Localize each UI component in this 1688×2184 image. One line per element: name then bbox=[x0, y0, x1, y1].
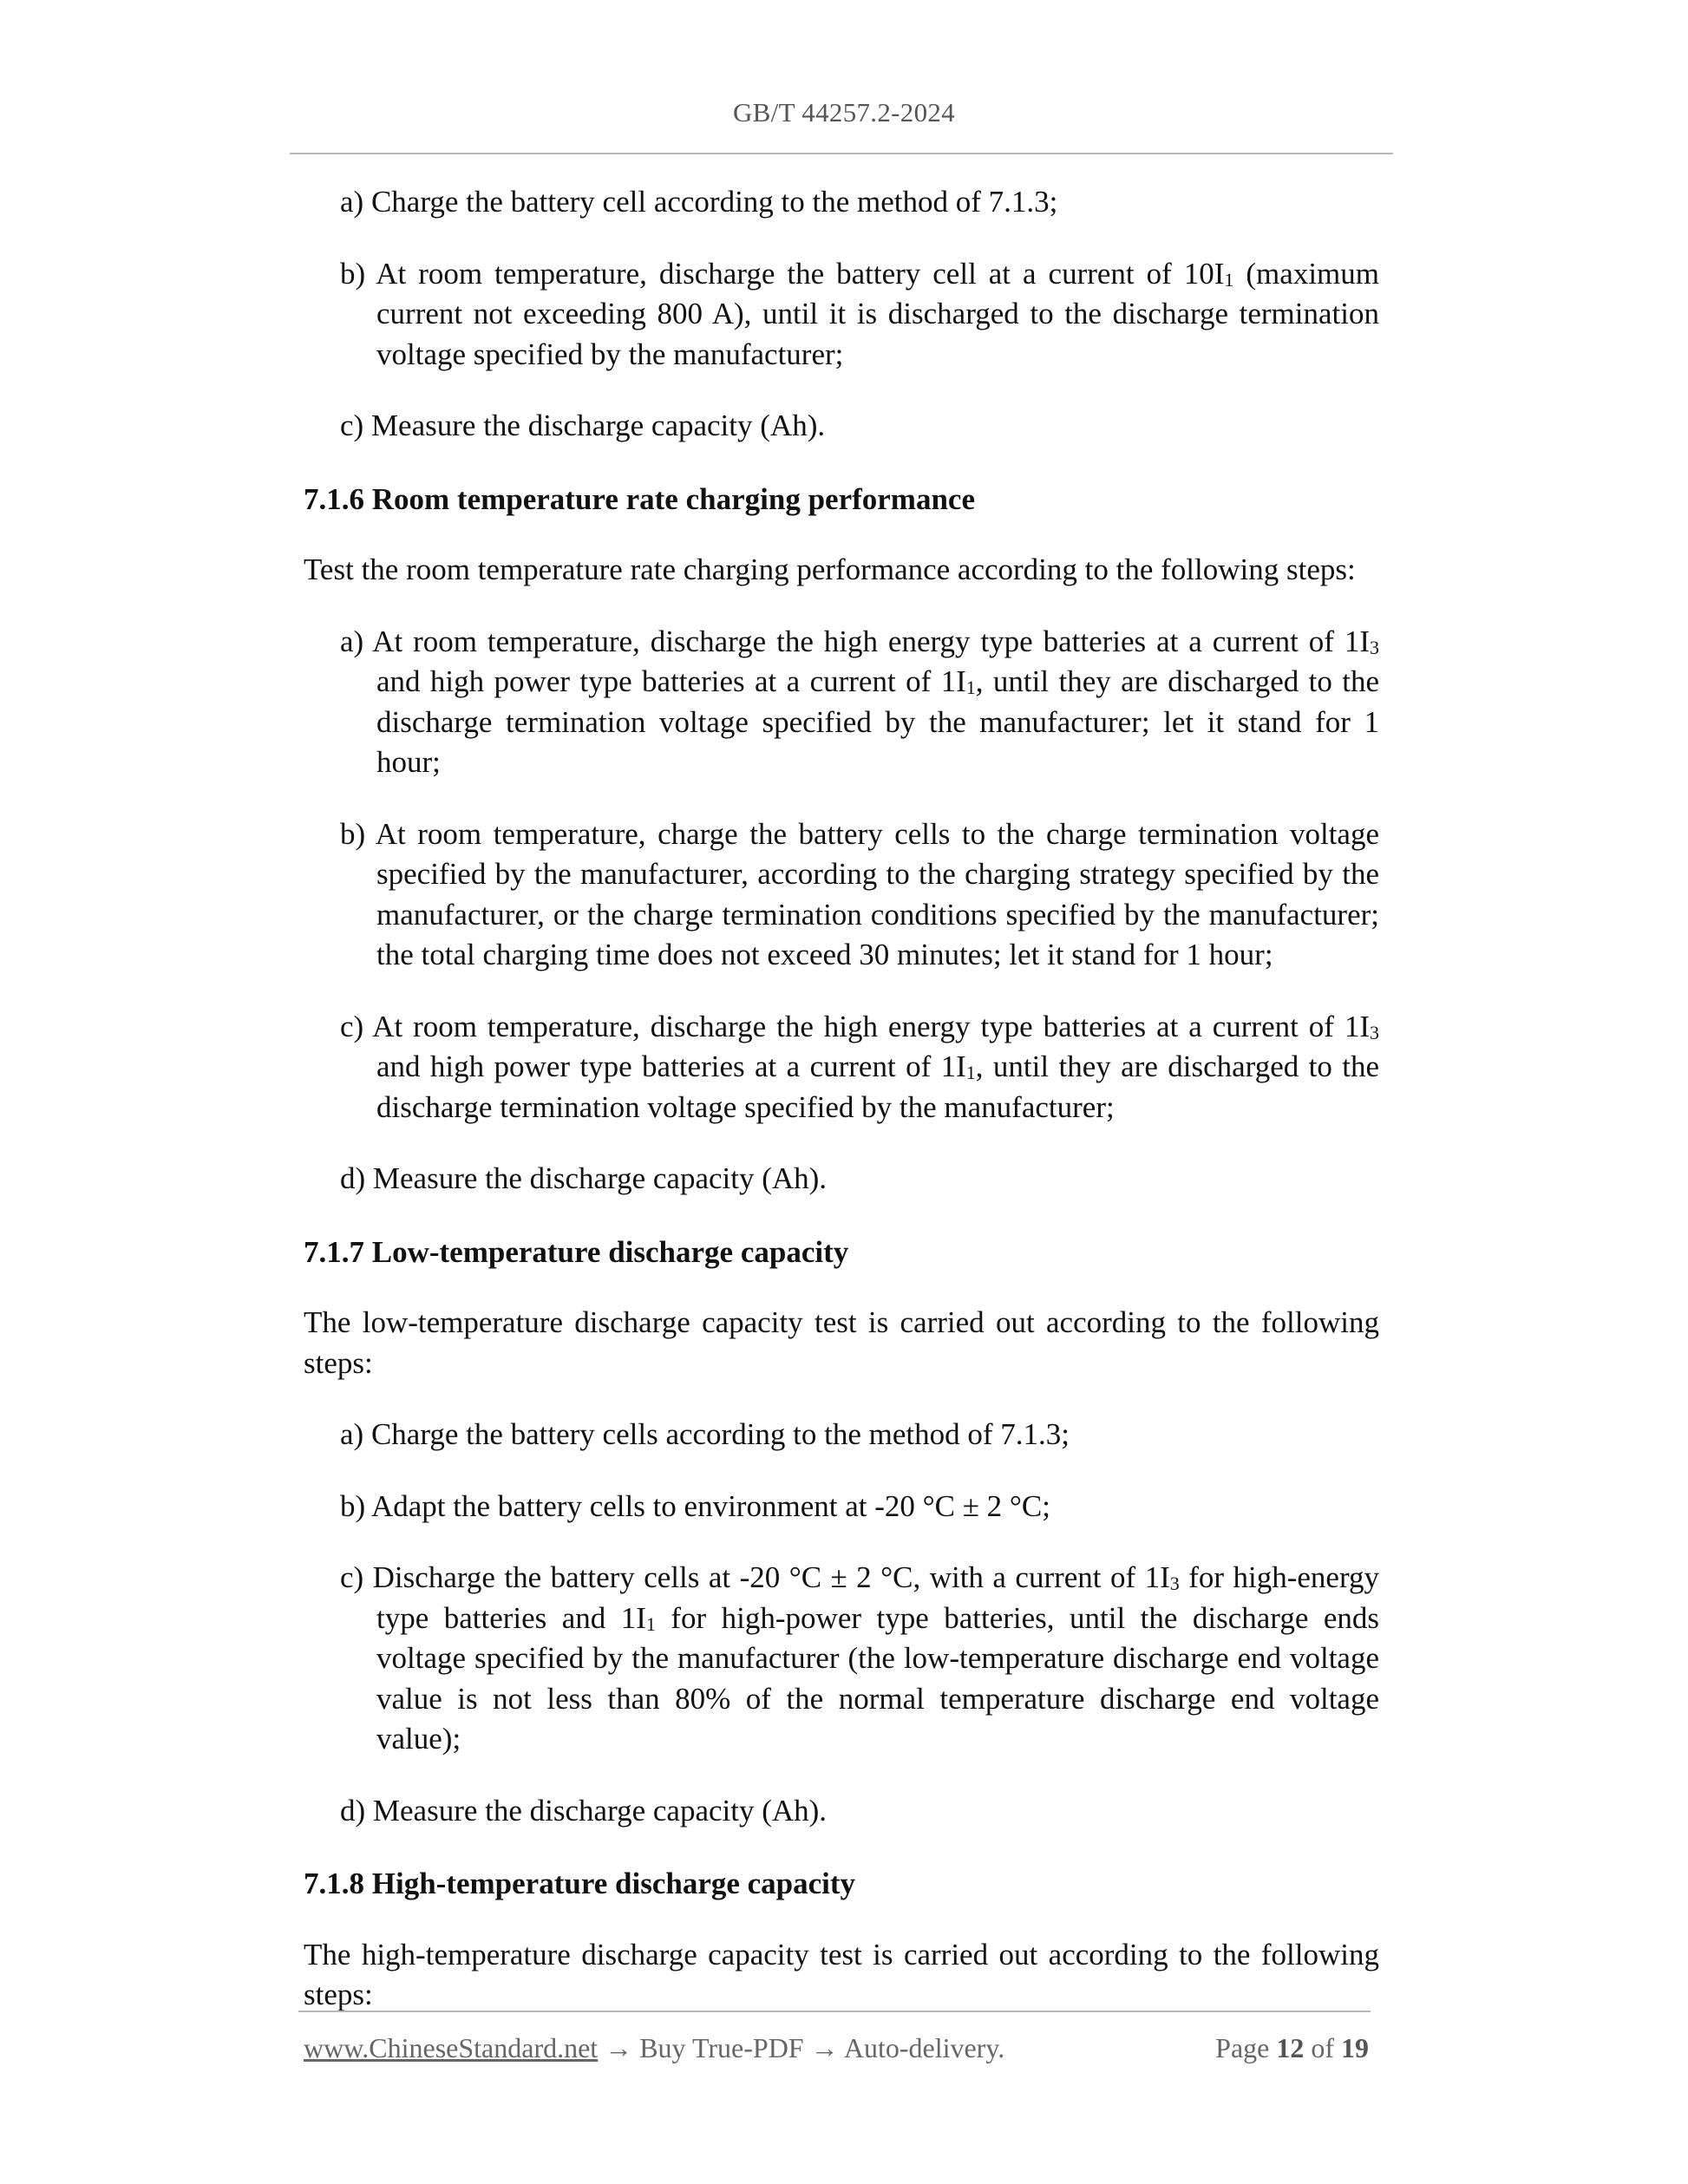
list-item-716-d: d) Measure the discharge capacity (Ah). bbox=[340, 1161, 828, 1195]
text-run: and high power type batteries at a current of 1I bbox=[376, 664, 966, 698]
text-run: , until they are discharged to the discharge termination voltage specified by the manufacturer; let it stand for 1 hour; bbox=[376, 664, 1379, 779]
total-page-count: 19 bbox=[1341, 2032, 1369, 2063]
page-number bbox=[1215, 2032, 1369, 2064]
list-item-717-a: a) Charge the battery cells according to the method of 7.1.3; bbox=[340, 1417, 1070, 1451]
list-item-717-b: b) Adapt the battery cells to environment at -20 °C ± 2 °C; bbox=[340, 1488, 1050, 1523]
page-of-label: of bbox=[1304, 2032, 1341, 2063]
list-item-716-c bbox=[304, 1007, 1379, 1128]
current-page-number: 12 bbox=[1276, 2032, 1305, 2063]
list-item-716-b: b) At room temperature, charge the battery cells to the charge termination voltage specified by the manufacturer, according to the charging strategy specified by the manufacturer, or the charge termination conditions specified by the manufacturer; the total charging time does not exceed 30 minutes; let it stand for 1 hour; bbox=[340, 816, 1379, 971]
text-run: for high-energy type batteries and 1I bbox=[376, 1560, 1379, 1635]
list-item-716-a bbox=[304, 622, 1379, 783]
text-run: c) Discharge the battery cells at -20 °C ± 2 °C, with a current of 1I bbox=[340, 1560, 1170, 1594]
document-header-title: GB/T 44257.2-2024 bbox=[733, 97, 955, 128]
subscript: 3 bbox=[1169, 1573, 1180, 1594]
text-run: for high-power type batteries, until the discharge ends voltage specified by the manufacturer (the low-temperature discharge end voltage value is not less than 80% of the normal temperature discharge end voltage value); bbox=[376, 1600, 1379, 1756]
list-item-measure-capacity: c) Measure the discharge capacity (Ah). bbox=[340, 409, 826, 442]
subscript: 3 bbox=[1370, 1021, 1379, 1043]
text-run: , until they are discharged to the discharge termination voltage specified by the manufacturer; bbox=[376, 1049, 1379, 1124]
subscript: 1 bbox=[645, 1612, 656, 1635]
list-item-discharge-10i1 bbox=[304, 254, 1379, 376]
subscript: 1 bbox=[965, 1062, 976, 1083]
subscript: 3 bbox=[1370, 636, 1379, 658]
text-run: and high power type batteries at a current of 1I bbox=[376, 1049, 966, 1083]
section-heading-7-1-6: 7.1.6 Room temperature rate charging performance bbox=[304, 481, 975, 516]
section-heading-7-1-7: 7.1.7 Low-temperature discharge capacity bbox=[304, 1234, 849, 1269]
list-item-717-c bbox=[304, 1558, 1379, 1760]
website-link[interactable]: www.ChineseStandard.net bbox=[304, 2032, 599, 2063]
section-heading-7-1-8: 7.1.8 High-temperature discharge capacity bbox=[304, 1867, 856, 1900]
section-intro-7-1-8: The high-temperature discharge capacity test is carried out according to the following steps: bbox=[304, 1937, 1379, 2011]
header-divider bbox=[290, 153, 1393, 154]
page-footer bbox=[304, 2032, 1371, 2064]
page-label: Page bbox=[1215, 2032, 1277, 2063]
footer-promo-text: → Buy True-PDF → Auto-delivery. bbox=[598, 2032, 1005, 2063]
footer-divider bbox=[298, 2011, 1371, 2012]
text-run: a) At room temperature, discharge the high energy type batteries at a current of 1I bbox=[340, 624, 1370, 658]
subscript: 1 bbox=[965, 677, 976, 698]
list-item-charge-cell: a) Charge the battery cell according to the method of 7.1.3; bbox=[340, 185, 1058, 219]
section-intro-7-1-6: Test the room temperature rate charging performance according to the following steps: bbox=[304, 553, 1356, 586]
page-content bbox=[304, 182, 1379, 2047]
section-intro-7-1-7: The low-temperature discharge capacity test is carried out according to the following steps: bbox=[304, 1305, 1379, 1380]
text-run: (maximum current not exceeding 800 A), until it is discharged to the discharge termination voltage specified by the manufacturer; bbox=[376, 256, 1379, 371]
subscript: 1 bbox=[1224, 268, 1234, 291]
text-run: b) At room temperature, discharge the battery cell at a current of 10I bbox=[340, 256, 1225, 291]
text-run: c) At room temperature, discharge the high energy type batteries at a current of 1I bbox=[340, 1009, 1370, 1043]
list-item-717-d: d) Measure the discharge capacity (Ah). bbox=[340, 1793, 828, 1828]
